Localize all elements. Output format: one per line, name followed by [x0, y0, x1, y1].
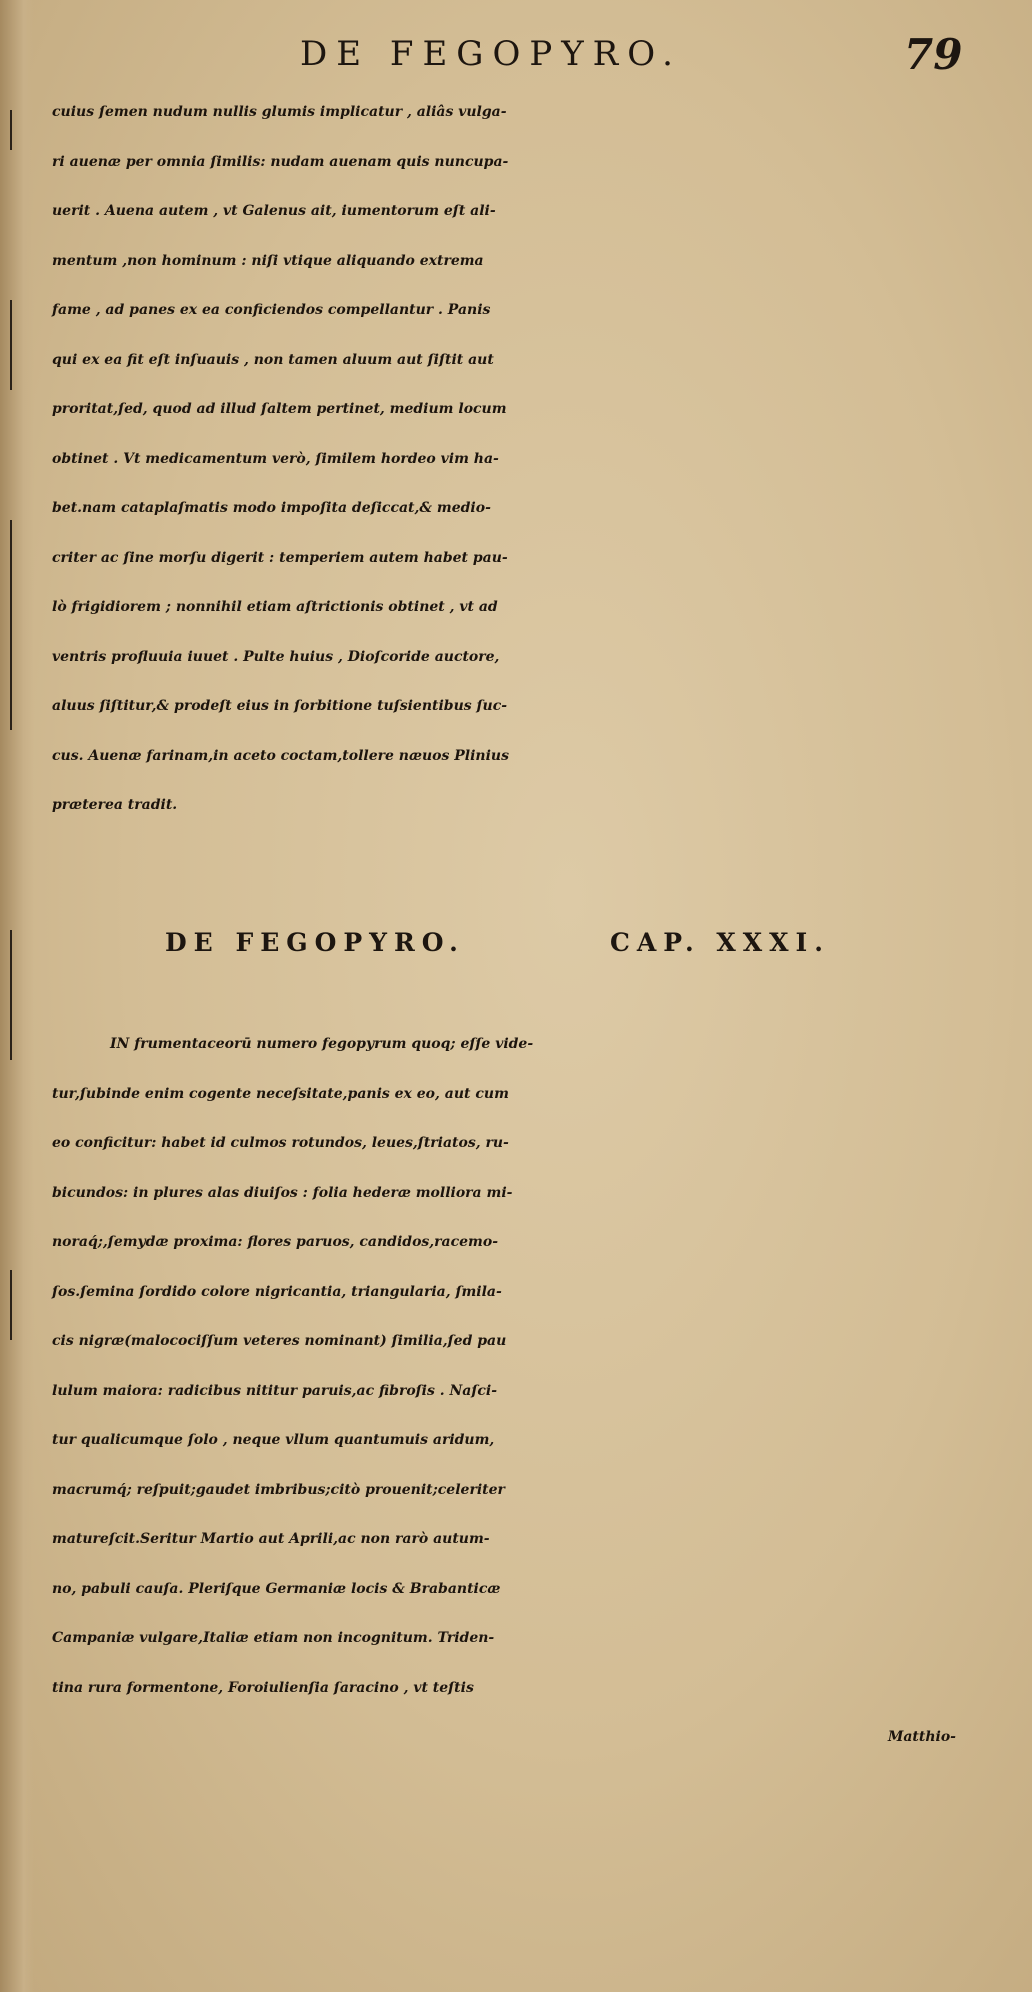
text-line: bet.nam cataplaſmatis modo impoſita deſiccat,& medio- [52, 500, 491, 516]
text-line: cuius ſemen nudum nullis glumis implicatur , aliâs vulga- [52, 104, 507, 120]
edge-mark [10, 930, 12, 1060]
catchword: Matthio- [887, 1729, 956, 1745]
text-line: bicundos: in plures alas diuiſos : folia hederæ molliora mi- [52, 1184, 513, 1201]
text-line: no, pabuli cauſa. Pleriſque Germaniæ locis & Brabanticæ [52, 1580, 501, 1597]
edge-mark [10, 110, 12, 150]
text-line: matureſcit.Seritur Martio aut Aprili,ac non rarò autum- [52, 1531, 490, 1547]
text-line: cis nigræ(malocociſſum veteres nominant) ſimilia,ſed pau [52, 1333, 507, 1349]
text-line: tur qualicumque ſolo , neque vllum quantumuis aridum, [52, 1432, 495, 1448]
text-line: cus. Auenæ farinam,in aceto coctam,tollere næuos Plinius [52, 747, 509, 764]
chapter-number: CAP. XXXI. [610, 928, 830, 957]
text-line: ventris profluuia iuuet . Pulte huius , Dioſcoride auctore, [52, 648, 500, 665]
text-line: IN frumentaceorū numero fegopyrum quoq; eſſe vide- [110, 1036, 534, 1052]
text-line: tur,ſubinde enim cogente neceſsitate,panis ex eo, aut cum [52, 1085, 509, 1102]
text-line: eo conficitur: habet id culmos rotundos, leues,ſtriatos, ru- [52, 1135, 509, 1151]
text-line: præterea tradit. [52, 797, 178, 813]
text-line: ſos.ſemina ſordido colore nigricantia, triangularia, ſmila- [52, 1283, 502, 1300]
chapter-heading [165, 928, 845, 957]
text-line: uerit . Auena autem , vt Galenus ait, iumentorum eſt ali- [52, 203, 496, 219]
text-line: macrumq́; reſpuit;gaudet imbribus;citò prouenit;celeriter [52, 1481, 505, 1498]
paragraph-1 [52, 88, 962, 831]
text-line: obtinet . Vt medicamentum verò, ſimilem hordeo vim ha- [52, 450, 499, 467]
page-number: 79 [904, 30, 963, 79]
text-line: aluus ſiſtitur,& prodeſt eius in ſorbitione tuſsientibus ſuc- [52, 698, 508, 714]
chapter-title: DE FEGOPYRO. [165, 928, 465, 957]
text-line: qui ex ea fit eſt inſuauis , non tamen aluum aut ſiſtit aut [52, 351, 494, 368]
text-line: lulum maiora: radicibus nititur paruis,ac fibroſis . Naſci- [52, 1382, 498, 1399]
text-line: noraq́;,ſemydæ proxima: flores paruos, candidos,racemo- [52, 1234, 499, 1250]
edge-mark [10, 520, 12, 730]
text-line: proritat,ſed, quod ad illud ſaltem pertinet, medium locum [52, 401, 507, 417]
text-line: fame , ad panes ex ea conficiendos compellantur . Panis [52, 302, 491, 318]
text-line: Campaniæ vulgare,Italiæ etiam non incognitum. Triden- [52, 1630, 495, 1646]
text-line: lò frigidiorem ; nonnihil etiam aſtrictionis obtinet , vt ad [52, 599, 498, 615]
edge-mark [10, 300, 12, 390]
edge-mark [10, 1270, 12, 1340]
text-line: mentum ,non hominum : niſi vtique aliquando extrema [52, 252, 484, 269]
text-line: tina rura formentone, Foroiulienſia ſaracino , vt teſtis [52, 1679, 474, 1696]
text-line: criter ac ſine morſu digerit : temperiem autem habet pau- [52, 549, 508, 566]
paragraph-2 [52, 1020, 962, 1763]
page-gutter [0, 0, 34, 1992]
running-head: DE FEGOPYRO. [300, 34, 682, 74]
text-line: ri auenæ per omnia ſimilis: nudam auenam quis nuncupa- [52, 153, 509, 170]
